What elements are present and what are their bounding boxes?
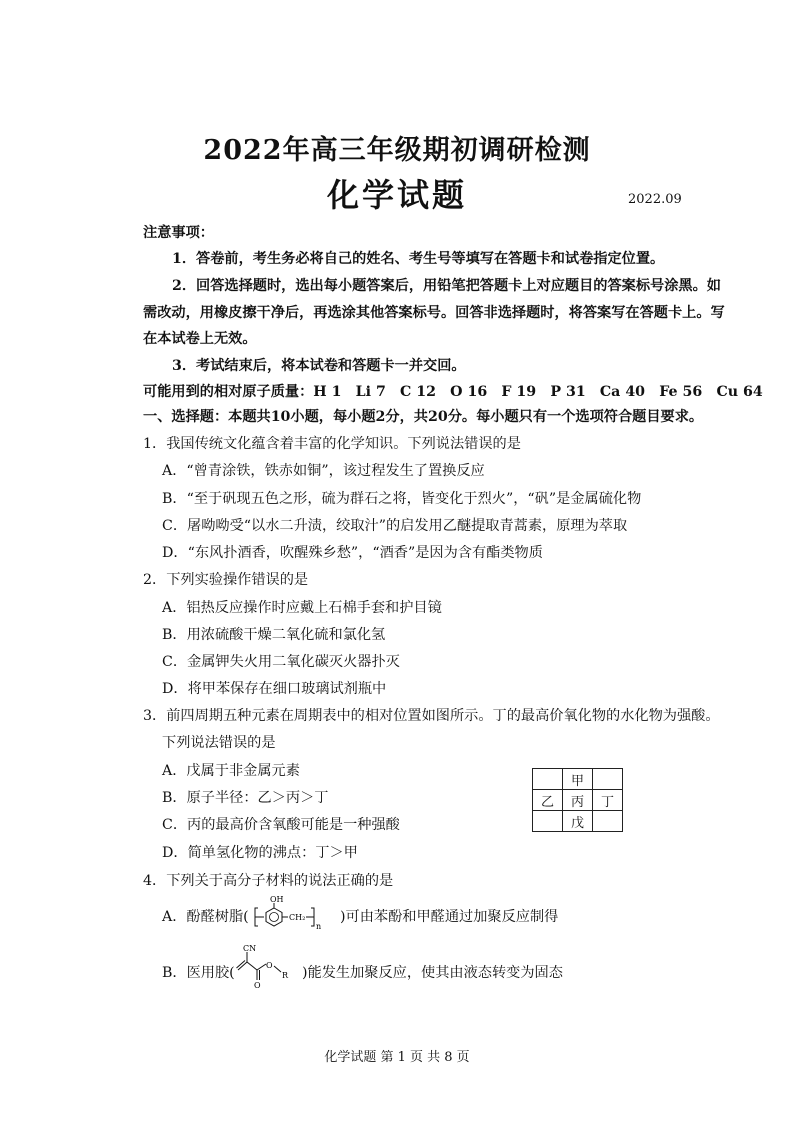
n-label: n	[316, 922, 322, 931]
q4-stem: 4．下列关于高分子材料的说法正确的是	[143, 873, 394, 889]
grid-cell-jia: 甲	[563, 769, 593, 790]
q4-option-b-prefix: B．医用胶(	[162, 965, 235, 981]
cyanoacrylate-structure	[233, 942, 301, 988]
page-footer: 化学试题 第 1 页 共 8 页	[324, 1050, 470, 1065]
q1-option-d: D．“东风扑酒香，吹醒殊乡愁”，“酒香”是因为含有酯类物质	[162, 545, 543, 561]
grid-cell-bing: 丙	[563, 790, 593, 811]
q2-option-d: D．将甲苯保存在细口玻璃试剂瓶中	[162, 681, 387, 697]
q3-option-b: B．原子半径：乙＞丙＞丁	[162, 790, 329, 806]
q1-option-a: A．“曾青涂铁，铁赤如铜”，该过程发生了置换反应	[162, 463, 485, 479]
oh-label: OH	[270, 895, 284, 904]
q1-option-b: B．“至于矾现五色之形，硫为群石之将，皆变化于烈火”，“矾”是金属硫化物	[162, 491, 642, 507]
exam-subject-title: 化学试题	[326, 176, 467, 214]
grid-cell	[593, 769, 623, 790]
grid-cell	[533, 769, 563, 790]
q2-option-a: A．铝热反应操作时应戴上石棉手套和护目镜	[162, 600, 442, 616]
notice-item-3: 3．考试结束后，将本试卷和答题卡一并交回。	[172, 358, 466, 374]
q3-option-c: C．丙的最高价含氧酸可能是一种强酸	[162, 817, 400, 833]
grid-cell	[593, 811, 623, 832]
q2-option-c: C．金属钾失火用二氧化碳灭火器扑灭	[162, 654, 400, 670]
periodic-table-fragment	[532, 768, 623, 832]
q3-stem-line2: 下列说法错误的是	[162, 735, 276, 751]
notice-item-2-line3: 在本试卷上无效。	[143, 331, 257, 347]
atomic-masses: 可能用到的相对原子质量：H 1 Li 7 C 12 O 16 F 19 P 31 Ca 40 Fe 56 Cu 64	[143, 384, 763, 400]
phenol-formaldehyde-structure	[252, 893, 338, 931]
grid-cell-wu: 戊	[563, 811, 593, 832]
notice-item-2-line1: 2．回答选择题时，选出每小题答案后，用铅笔把答题卡上对应题目的答案标号涂黑。如	[172, 278, 721, 294]
q3-option-a: A．戊属于非金属元素	[162, 763, 300, 779]
q1-option-c: C．屠呦呦受“以水二升渍，绞取汁”的启发用乙醚提取青蒿素，原理为萃取	[162, 518, 628, 534]
grid-cell-yi: 乙	[533, 790, 563, 811]
exam-date: 2022.09	[628, 192, 682, 207]
q3-stem-line1: 3．前四周期五种元素在周期表中的相对位置如图所示。丁的最高价氧化物的水化物为强酸。	[143, 708, 720, 724]
notice-item-1: 1．答卷前，考生务必将自己的姓名、考生号等填写在答题卡和试卷指定位置。	[172, 251, 665, 267]
q1-stem: 1．我国传统文化蕴含着丰富的化学知识。下列说法错误的是	[143, 436, 521, 452]
q2-stem: 2．下列实验操作错误的是	[143, 572, 309, 588]
q2-option-b: B．用浓硫酸干燥二氧化硫和氯化氢	[162, 627, 386, 643]
section-1-heading: 一、选择题：本题共10小题，每小题2分，共20分。每小题只有一个选项符合题目要求。	[143, 409, 704, 425]
q4-option-b-suffix: )能发生加聚反应，使其由液态转变为固态	[302, 965, 563, 981]
notice-heading: 注意事项：	[143, 225, 214, 241]
carbonyl-o-label: O	[254, 981, 261, 988]
grid-cell	[533, 811, 563, 832]
q4-option-a-prefix: A．酚醛树脂(	[162, 909, 249, 925]
ch2-label: CH₂	[289, 913, 306, 922]
notice-item-2-line2: 需改动，用橡皮擦干净后，再选涂其他答案标号。回答非选择题时，将答案写在答题卡上。写	[143, 305, 725, 321]
cn-label: CN	[243, 944, 257, 953]
q3-option-d: D．简单氢化物的沸点：丁＞甲	[162, 845, 358, 861]
exam-title: 2022年高三年级期初调研检测	[203, 135, 591, 166]
ester-o-label: O	[266, 961, 273, 970]
q4-option-a-suffix: )可由苯酚和甲醛通过加聚反应制得	[340, 909, 559, 925]
r-group-label: R	[282, 971, 289, 980]
grid-cell-ding: 丁	[593, 790, 623, 811]
